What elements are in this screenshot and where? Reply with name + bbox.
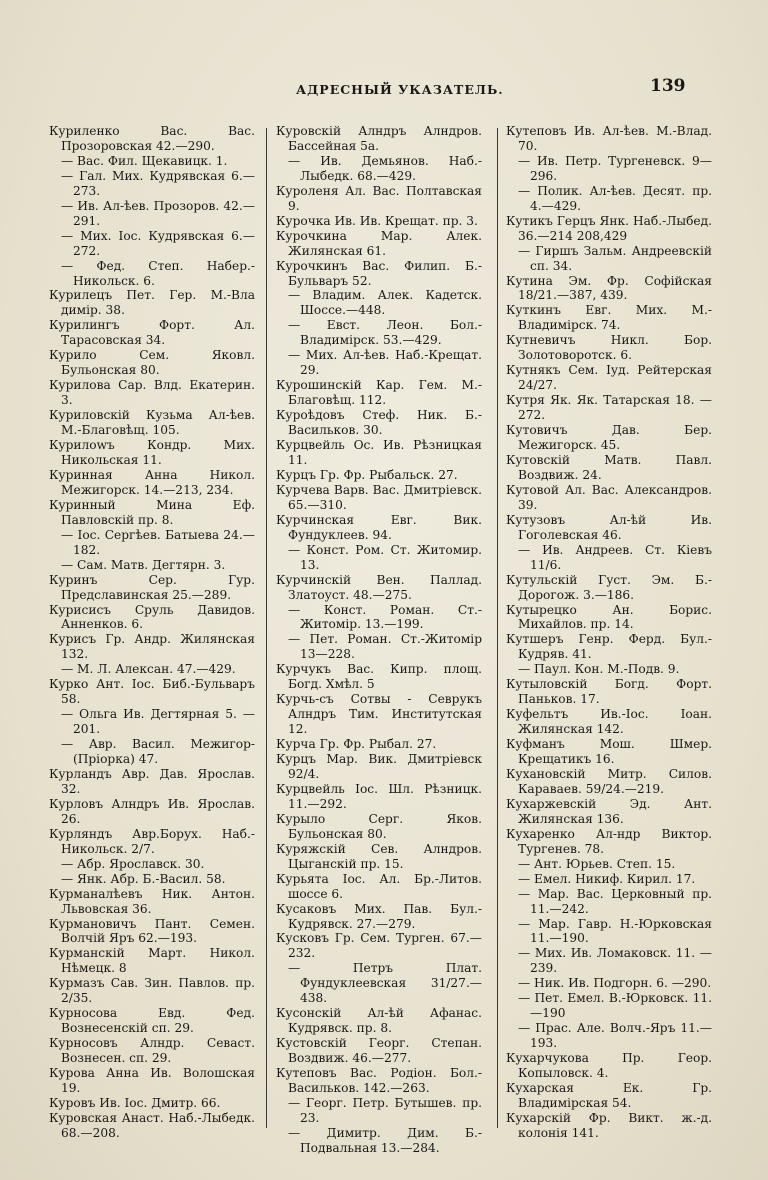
directory-entry: Курилowъ Кондр. Мих. Никольская 11.	[49, 438, 255, 467]
directory-entry: Кутырецко Ан. Борис. Михайлов. пр. 14.	[506, 602, 712, 632]
column-divider	[497, 128, 498, 1128]
page-number: 139	[650, 76, 686, 96]
directory-entry: — Авр. Васил. Межигор- (Пріорка) 47.	[61, 737, 255, 767]
directory-entry: Кутыловскій Богд. Форт. Паньков. 17.	[506, 677, 712, 707]
directory-entry: Курманалѣевъ Ник. Антон. Львовская 36.	[49, 886, 255, 916]
directory-entry: Кутикъ Герцъ Янк. Наб.-Лыбед. 36.—214 208,429	[506, 213, 712, 243]
directory-entry: Кутнякъ Сем. Іуд. Рейтерская 24/27.	[506, 363, 712, 393]
directory-entry: Кухановскій Митр. Силов. Караваев. 59/24.—219.	[506, 766, 712, 796]
directory-entry: — Ив. Демьянов. Наб.-Лыбедк. 68.—429.	[288, 153, 482, 183]
directory-entry: Куровъ Ив. Іос. Дмитр. 66.	[49, 1095, 221, 1110]
directory-entry: Куриловскій Кузьма Ал-ѣев. М.-Благовѣщ. 105.	[49, 408, 255, 438]
directory-entry: — Владим. Алек. Кадетск. Шоссе.—448.	[288, 288, 482, 318]
directory-entry: Куринъ Сер. Гур. Предславинская 25.—289.	[49, 572, 255, 602]
directory-entry: Куриленко Вас. Вас. Прозоровская 42.—290.	[49, 124, 255, 153]
directory-entry: Куровскій Алндръ Алндров. Бассейная 5а.	[276, 124, 482, 153]
directory-entry: Курилецъ Пет. Гер. М.-Вла димір. 38.	[49, 288, 255, 318]
directory-entry: — Сам. Матв. Дегтярн. 3.	[61, 557, 226, 572]
directory-entry: — Полик. Ал-ѣев. Десят. пр. 4.—429.	[518, 183, 712, 213]
directory-entry: — М. Л. Алексан. 47.—429.	[61, 662, 236, 677]
directory-entry: Курцъ Мар. Вик. Дмитріевск 92/4.	[276, 752, 482, 781]
directory-entry: Кухаренко Ал-ндр Виктор. Тургенев. 78.	[506, 826, 712, 856]
directory-entry: Куфельтъ Ив.-Іос. Іоан. Жилянская 142.	[506, 707, 712, 737]
directory-entry: — Емел. Никиф. Кирил. 17.	[518, 871, 696, 886]
directory-entry: Курманскій Март. Никол. Нѣмецк. 8	[49, 946, 255, 976]
directory-entry: Курочкинъ Вас. Филип. Б.-Бульваръ 52.	[276, 258, 482, 288]
directory-entry: Курило Сем. Яковл. Бульонская 80.	[49, 348, 255, 378]
directory-entry: Кутовой Ал. Вас. Александров. 39.	[506, 482, 712, 512]
directory-entry: — Іос. Сергѣев. Батыева 24.—182.	[61, 527, 255, 557]
directory-entry: Кутеповъ Ив. Ал-ѣев. М.-Влад. 70.	[506, 124, 712, 153]
directory-entry: Кухарчукова Пр. Геор. Копыловск. 4.	[506, 1051, 712, 1081]
directory-entry: — Ольга Ив. Дегтярная 5. —201.	[61, 707, 255, 737]
directory-entry: — Конст. Роман. Ст.-Житомір. 13.—199.	[288, 602, 482, 632]
directory-entry: Кухарскій Фр. Викт. ж.-д. колонія 141.	[506, 1110, 712, 1140]
directory-entry: Курисъ Гр. Андр. Жилянская 132.	[49, 632, 255, 662]
column-1	[49, 124, 255, 1141]
directory-entry: — Мих. Ив. Ломаковск. 11. —239.	[518, 946, 712, 976]
directory-entry: — Конст. Ром. Ст. Житомир. 13.	[288, 542, 482, 572]
directory-entry: Курмазъ Сав. Зин. Павлов. пр. 2/35.	[49, 976, 255, 1006]
directory-entry: — Прас. Алe. Волч.-Яръ 11.—193.	[518, 1021, 712, 1051]
directory-entry: Куряжскій Сев. Алндров. Цыганскій пр. 15.	[276, 841, 482, 871]
directory-entry: — Мих. Ал-ѣев. Наб.-Крещат. 29.	[288, 348, 482, 378]
directory-entry: Кухаржевскій Эд. Ант. Жилянская 136.	[506, 796, 712, 826]
directory-entry: — Мар. Гавр. Н.-Юрковская 11.—190.	[518, 916, 712, 946]
directory-entry: Курьята Іос. Ал. Бр.-Литов. шоссе 6.	[276, 871, 482, 901]
directory-entry: Курцвейль Іос. Шл. Рѣзницк. 11.—292.	[276, 781, 482, 811]
column-2	[276, 124, 482, 1156]
directory-entry: — Ив. Петр. Тургеневск. 9—296.	[518, 153, 712, 183]
directory-entry: — Мар. Вас. Церковный пр. 11.—242.	[518, 886, 712, 916]
directory-entry: — Евст. Леон. Бол.-Владимірск. 53.—429.	[288, 318, 482, 348]
directory-entry: Куринная Анна Никол. Межигорск. 14.—213, 234.	[49, 467, 255, 497]
directory-entry: Кутеповъ Вас. Родіон. Бол.-Васильков. 142.—263.	[276, 1066, 482, 1095]
directory-entry: Кутневичъ Никл. Бор. Золотоворотск. 6.	[506, 333, 712, 363]
directory-entry: Кусаковъ Мих. Пав. Бул.-Кудрявск. 27.—279.	[276, 901, 482, 931]
directory-entry: Кутшеръ Генр. Ферд. Бул.-Кудряв. 41.	[506, 632, 712, 662]
directory-entry: Кутовскій Матв. Павл. Воздвиж. 24.	[506, 452, 712, 482]
directory-entry: Курцъ Гр. Фр. Рыбальск. 27.	[276, 467, 458, 482]
directory-entry: Куфманъ Мош. Шмер. Крещатикъ 16.	[506, 737, 712, 767]
column-3	[506, 124, 712, 1141]
directory-entry: Курчукъ Вас. Кипр. площ. Богд. Хмѣл. 5	[276, 662, 482, 692]
directory-entry: Курошинскій Кар. Гем. М.-Благовѣщ. 112.	[276, 378, 482, 408]
directory-entry: Курчинская Евг. Вик. Фундуклеев. 94.	[276, 512, 482, 542]
directory-entry: Курилова Сар. Влд. Екатерин. 3.	[49, 378, 255, 408]
directory-entry: Курова Анна Ив. Волошская 19.	[49, 1066, 255, 1095]
running-title: АДРЕСНЫЙ УКАЗАТЕЛЬ.	[296, 82, 504, 97]
directory-entry: Кухарская Ек. Гр. Владимірская 54.	[506, 1081, 712, 1110]
directory-entry: Курносовъ Алндр. Севаст. Вознесен. сп. 29.	[49, 1036, 255, 1066]
directory-entry: — Георг. Петр. Бутышев. пр. 23.	[288, 1095, 482, 1125]
directory-entry: Курносова Евд. Фед. Вознесенскій сп. 29.	[49, 1006, 255, 1036]
directory-entry: Куринный Мина Еф. Павловскій пр. 8.	[49, 497, 255, 527]
directory-entry: Курчь-съ Сотвы - Севрукъ Алндръ Тим. Институтская 12.	[276, 692, 482, 737]
directory-entry: — Пет. Роман. Ст.-Житомір 13—228.	[288, 632, 482, 662]
directory-entry: Кусковъ Гр. Сем. Турген. 67.—232.	[276, 931, 482, 961]
directory-entry: Куроѣдовъ Стеф. Ник. Б.-Васильков. 30.	[276, 408, 482, 438]
directory-entry: — Петръ Плат. Фундуклеевская 31/27.—438.	[288, 961, 482, 1006]
directory-entry: Куровская Анаст. Наб.-Лыбедк. 68.—208.	[49, 1110, 255, 1140]
directory-entry: — Янк. Абр. Б.-Васил. 58.	[61, 871, 226, 886]
directory-entry: Курко Ант. Іос. Биб.-Бульваръ 58.	[49, 677, 255, 707]
directory-entry: — Пет. Емел. В.-Юрковск. 11.—190	[518, 991, 712, 1021]
directory-entry: Курландъ Авр. Дав. Ярослав. 32.	[49, 766, 255, 796]
directory-entry: Кутовичъ Дав. Бер. Межигорск. 45.	[506, 423, 712, 453]
directory-entry: — Ив. Андреев. Ст. Кіевъ 11/6.	[518, 542, 712, 572]
directory-entry: — Димитр. Дим. Б.-Подвальная 13.—284.	[288, 1125, 482, 1155]
directory-entry: — Паул. Кон. М.-Подв. 9.	[518, 662, 680, 677]
directory-entry: Кустовскій Георг. Степан. Воздвиж. 46.—277.	[276, 1036, 482, 1066]
directory-entry: Курисисъ Сруль Давидов. Анненков. 6.	[49, 602, 255, 632]
directory-entry: Курчева Варв. Вас. Дмитріевск. 65.—310.	[276, 482, 482, 512]
directory-entry: — Гал. Мих. Кудрявская 6.—273.	[61, 168, 255, 198]
directory-entry: — Ник. Ив. Подгорн. 6. —290.	[518, 976, 712, 991]
directory-entry: Курчинскій Вен. Паллад. Златоуст. 48.—275.	[276, 572, 482, 602]
directory-entry: Куткинъ Евг. Мих. М.-Владимірск. 74.	[506, 303, 712, 333]
directory-entry: — Мих. Іос. Кудрявская 6.—272.	[61, 228, 255, 258]
directory-entry: Куроленя Ал. Вас. Полтавская 9.	[276, 183, 482, 213]
directory-entry: Курча Гр. Фр. Рыбал. 27.	[276, 737, 437, 752]
directory-entry: Курловъ Алндръ Ив. Ярослав. 26.	[49, 796, 255, 826]
directory-entry: Курочка Ив. Ив. Крещат. пр. 3.	[276, 213, 478, 228]
page-header	[0, 78, 768, 102]
directory-entry: Курцвейль Ос. Ив. Рѣзницкая 11.	[276, 438, 482, 467]
directory-entry: Кутря Як. Як. Татарская 18. —272.	[506, 393, 712, 423]
directory-entry: — Фед. Степ. Набер.-Никольск. 6.	[61, 258, 255, 288]
directory-entry: Кутузовъ Ал-ѣй Ив. Гоголевская 46.	[506, 512, 712, 542]
directory-entry: Кусонскій Ал-ѣй Афанас. Кудрявск. пр. 8.	[276, 1006, 482, 1036]
directory-entry: Курочкина Мар. Алек. Жилянская 61.	[276, 228, 482, 258]
directory-entry: Курилингъ Форт. Ал. Тарасовская 34.	[49, 318, 255, 348]
directory-entry: Кутина Эм. Фр. Софійская 18/21.—387, 439.	[506, 273, 712, 303]
directory-entry: Кутульскій Густ. Эм. Б.-Дорогож. 3.—186.	[506, 572, 712, 602]
directory-entry: Курмановичъ Пант. Семен. Волчій Яръ 62.—193.	[49, 916, 255, 946]
directory-entry: Курыло Серг. Яков. Бульонская 80.	[276, 811, 482, 841]
directory-entry: Курляндъ Авр.Борух. Наб.-Никольск. 2/7.	[49, 826, 255, 856]
directory-entry: — Вас. Фил. Щекавицк. 1.	[61, 153, 228, 168]
directory-entry: — Гиршъ Зальм. Андреевскій сп. 34.	[518, 243, 712, 273]
directory-entry: — Ив. Ал-ѣев. Прозоров. 42.—291.	[61, 198, 255, 228]
directory-entry: — Ант. Юрьев. Степ. 15.	[518, 856, 676, 871]
column-divider	[266, 128, 267, 1128]
directory-entry: — Абр. Ярославск. 30.	[61, 856, 205, 871]
